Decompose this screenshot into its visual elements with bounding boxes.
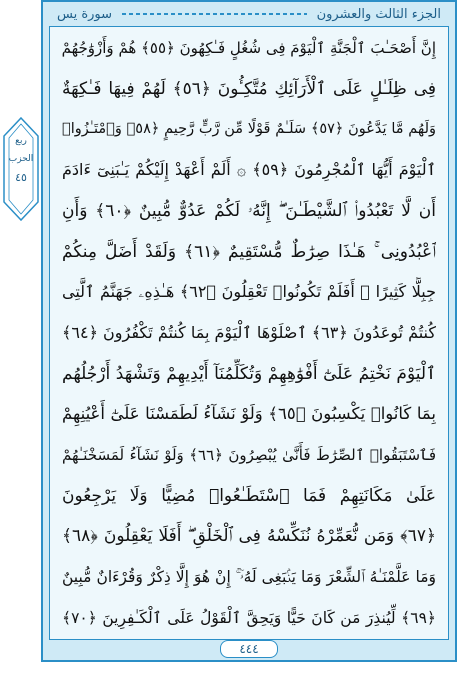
verse-line: ٱلْيَوْمَ نَخْتِمُ عَلَىٰٓ أَفْوَٰهِهِمْ وَتُكَلِّمُنَآ أَيْدِيهِمْ وَتَشْهَدُ أَرْجُلُهُم [62,363,436,384]
verse-line: ﴿٦٧﴾ وَمَن نُّعَمِّرْهُ نُنَكِّسْهُ فِى ٱلْخَلْقِ ۖ أَفَلَا يَعْقِلُونَ ﴿٦٨﴾ [62,526,436,547]
page-header [43,2,455,26]
hizb-marker-shape [2,116,40,222]
text-area [49,26,449,640]
hizb-marker-number: ٤٥ [15,171,27,184]
verse-line: وَمَا عَلَّمْنَـٰهُ ٱلشِّعْرَ وَمَا يَنۢبَغِى لَهُۥٓ ۚ إِنْ هُوَ إِلَّا ذِكْرٌ وَقُرْءَانٌ مُّبِينٌ [62,568,436,587]
verse-line: بِمَا كَانُوا۟ يَكْسِبُونَ ﴿٦٥﴾ وَلَوْ نَشَآءُ لَطَمَسْنَا عَلَىٰٓ أَعْيُنِهِمْ [62,404,436,424]
hizb-quarter-marker [2,116,40,222]
verse-line: كُنتُمْ تُوعَدُونَ ﴿٦٣﴾ ٱصْلَوْهَا ٱلْيَوْمَ بِمَا كُنتُمْ تَكْفُرُونَ ﴿٦٤﴾ [62,322,436,342]
verse-line: فَٱسْتَبَقُوا۟ ٱلصِّرَٰطَ فَأَنَّىٰ يُبْصِرُونَ ﴿٦٦﴾ وَلَوْ نَشَآءُ لَمَسَخْنَـٰهُمْ [62,446,436,465]
verse-line: ٱعْبُدُونِى ۚ هَـٰذَا صِرَٰطٌ مُّسْتَقِيمٌ ﴿٦١﴾ وَلَقَدْ أَضَلَّ مِنكُمْ [62,241,436,262]
verse-line: ﴿٦٩﴾ لِّيُنذِرَ مَن كَانَ حَيًّا وَيَحِقَّ ٱلْقَوْلُ عَلَى ٱلْكَـٰفِرِينَ ﴿٧٠﴾ [62,608,436,627]
verse-line: جِبِلًّا كَثِيرًا ۖ أَفَلَمْ تَكُونُوا۟ تَعْقِلُونَ ﴿٦٢﴾ هَـٰذِهِۦ جَهَنَّمُ ٱلَّتِى [62,282,436,302]
surah-title: سورة يس [57,6,113,22]
hizb-marker-label-2: الحزب [8,154,34,164]
juz-title: الجزء الثالث والعشرون [316,6,441,22]
header-ornament [122,13,307,15]
verse-lines [62,33,436,633]
verse-line: فِى ظِلَـٰلٍ عَلَى ٱلْأَرَآئِكِ مُتَّكِـُٔونَ ﴿٥٦﴾ لَهُمْ فِيهَا فَـٰكِهَةٌ [62,78,436,99]
verse-line: وَلَهُم مَّا يَدَّعُونَ ﴿٥٧﴾ سَلَـٰمٌ قَوْلًا مِّن رَّبٍّ رَّحِيمٍ ﴿٥٨﴾ وَٱمْتَـٰزُوا۟ [62,121,436,138]
verse-line: ٱلْيَوْمَ أَيُّهَا ٱلْمُجْرِمُونَ ﴿٥٩﴾ ۞ أَلَمْ أَعْهَدْ إِلَيْكُمْ يَـٰبَنِىٓ ءَادَمَ [62,160,436,180]
verse-line: أَن لَّا تَعْبُدُوا۟ ٱلشَّيْطَـٰنَ ۖ إِنَّهُۥ لَكُمْ عَدُوٌّ مُّبِينٌ ﴿٦٠﴾ وَأَنِ [62,200,436,221]
verse-line: إِنَّ أَصْحَـٰبَ ٱلْجَنَّةِ ٱلْيَوْمَ فِى شُغُلٍ فَـٰكِهُونَ ﴿٥٥﴾ هُمْ وَأَزْوَٰجُهُمْ [62,39,436,57]
page-number: ٤٤٤ [220,640,278,658]
page-frame [41,0,457,662]
hizb-marker-label-1: ربع [15,136,27,146]
verse-line: عَلَىٰ مَكَانَتِهِمْ فَمَا ٱسْتَطَـٰعُوا۟ مُضِيًّا وَلَا يَرْجِعُونَ [62,485,436,506]
